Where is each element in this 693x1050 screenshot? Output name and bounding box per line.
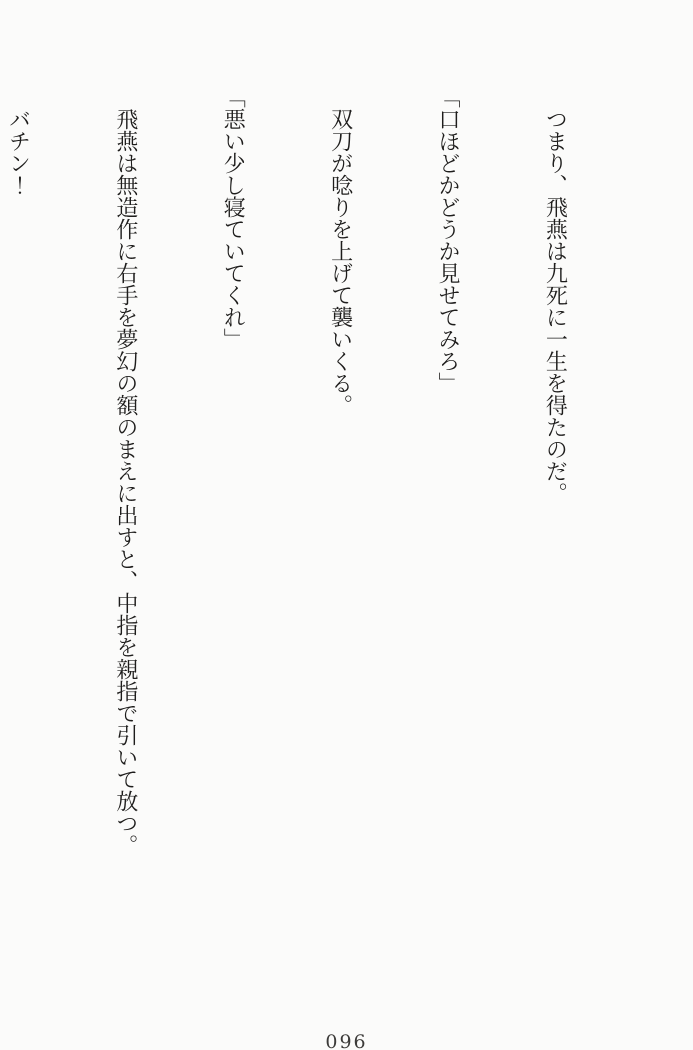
paragraph-1: つまり、飛燕は九死に一生を得たのだ。 bbox=[543, 86, 569, 504]
page-number: 096 bbox=[325, 1031, 368, 1050]
paragraph-6: バチン！ bbox=[6, 86, 32, 196]
paragraph-2: 「口ほどかどうか見せてみろ」 bbox=[436, 86, 462, 394]
paragraph-3: 双刀が唸りを上げて襲いくる。 bbox=[328, 86, 354, 416]
paragraph-4: 「悪い少し寝ていてくれ」 bbox=[221, 86, 247, 350]
paragraph-5: 飛燕は無造作に右手を夢幻の額のまえに出すと、中指を親指で引いて放つ。 bbox=[113, 86, 139, 856]
novel-text-block bbox=[6, 86, 645, 998]
